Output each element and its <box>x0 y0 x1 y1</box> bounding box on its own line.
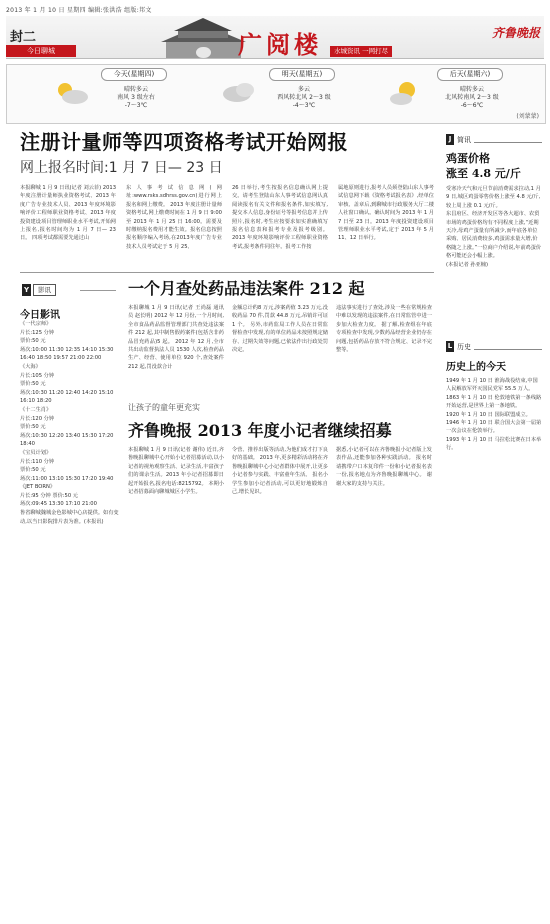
column-subtitle: 水城资讯 一网打尽 <box>330 46 392 57</box>
weather-day-after <box>387 68 537 120</box>
sidebar-tag <box>446 134 542 145</box>
article3-headline: 齐鲁晚报 2013 年度小记者继续招募 <box>128 421 392 440</box>
article3-kicker: 让孩子的童年更充实 <box>128 403 200 412</box>
article1-col-3: 26 日举行,考生按报名信息确认网上提交。请考生登陆山东人事考试信息网认真阅读报名有关文件和报名条件,如实填写,提交本人信息,身份证号等报考信息并上传照片,报名时,考生应按要求如实准确填写报名信息表和报考专业及报考级别。 2013 年度环境影响评价工程师职业资格考试,报考条件同往年。报考工作按 <box>232 185 328 250</box>
sunny-cloudy-icon <box>387 78 427 108</box>
section-tag: 今日聊城 <box>6 45 76 57</box>
divider <box>474 343 542 350</box>
section-name: 封二 <box>10 30 37 45</box>
tag-mark-icon: Y <box>23 286 30 294</box>
article2-headline: 一个月查处药品违法案件 212 起 <box>128 279 365 298</box>
tag-label: 简讯 <box>457 135 471 144</box>
history-tag <box>446 341 542 352</box>
history-headline: 历史上的今天 <box>446 362 506 373</box>
day-label: 后天(星期六) <box>437 68 503 81</box>
listings-tag <box>22 284 56 296</box>
article1-col-1: 本报聊城 1 月 9 日讯(记者 刘云菲) 2013 年度注册计量师执业资格考试、2013 年度广告专业技术人员、2013 年度环境影响评价工程师职业资格考试、2013 年度投资建设项目管理师职业水平考试,开始网上报名,报名时间均为 1 月 7 日— 23 日。 四项考试都需要先通过山 <box>20 185 116 242</box>
column-title: 广阅楼 <box>238 30 322 59</box>
forecast-text: 多云 西风转北风 2～3 级 -4～3℃ <box>277 86 331 109</box>
history-body: 1949 年 1 月 10 日 淮海战役结束,中国人民解放军歼灭国民党军 55.5 万人。 1863 年 1 月 10 日 伦敦地铁第一条线路开始运营,是世界上第一条地铁。 1920 年 1 月 10 日 国际联盟成立。 1946 年 1 月 10 日 联合国大会第一届第一次会议在伦敦举行。 1993 年 1 月 10 日 马拉松比赛在日本举行。 <box>446 378 542 452</box>
date-line: 2013 年 1 月 10 日 星期四 编辑:张洪浩 组版:邦文 <box>6 7 152 14</box>
article2-col-2: 金额总计约8 万元,涉案药值 3.23 万元,没收药品 70 件,罚款 44.8 万元,吊销许可证 1 个。 另外,市药监局工作人员在日常监督检查中发现,有的单位药品未按照规定储存、过期失效等问题,已依法作出行政处罚决定。 <box>232 305 328 354</box>
article1-subheadline: 网上报名时间:1 月 7 日— 23 日 <box>20 160 223 176</box>
day-label: 明天(星期五) <box>269 68 335 81</box>
brand-logo: 齐鲁晚报 <box>491 26 540 40</box>
article3-col-1: 本报聊城 1 月 9 日讯(记者 谢伟) 近日,齐鲁晚报聊城中心开始小记者招募活动,以小记者的视角观察生活、记录生活,丰富孩子们的课余生活。2013 年小记者招募即日起开始报名,报名电话:8215792。 本期小记者招募面向聊城城区小学生。 <box>128 447 224 496</box>
weather-forecast <box>6 64 546 124</box>
cloudy-icon <box>219 78 259 108</box>
article2-col-3: 违法事实进行了查处,涉及一些在常规检查中难以发现的违法案件,在日常监管中进一步加大检查力度。 据了解,检查组在年底专项检查中发现,少数药品经营企业仍存在问题,包括药品存放不符合规定、记录不完整等。 <box>336 305 432 354</box>
partly-cloudy-icon <box>51 78 91 108</box>
listings-title: 今日影讯 <box>20 310 60 321</box>
sidebar <box>446 134 542 497</box>
masthead <box>6 16 544 59</box>
weather-today <box>51 68 201 120</box>
divider <box>20 272 434 273</box>
weather-tomorrow <box>219 68 369 120</box>
sidebar-headline: 鸡蛋价格 涨至 4.8 元/斤 <box>446 152 521 180</box>
article3-col-2: 令营、推荐出版等活动,为他们成才打下良好的基础。 2013 年,更多精彩活动将在齐鲁晚报聊城中心小记者群体中展开,让更多小记者参与实践、丰富童年生活。 报名小学生参加小记者活动,可以更好地锻炼自己,增长见识。 <box>232 447 328 496</box>
weather-source: (刘蒙蒙) <box>516 113 539 120</box>
forecast-text: 晴转多云 北风转南风 2～3 级 -6～6℃ <box>445 86 499 109</box>
listings-body: 《一代宗师》 片长:125 分钟 票价:50 元 场次:10:00 11:30 12:35 14:10 15:30 16:40 18:50 19:57 21:00 22:00 《大海》 片长:105 分钟 票价:50 元 场次:10:30 11:20 12:40 14:20 15:10 16:10 18:20 《十二生肖》 片长:120 分钟 票价:50 元 场次:10:30 12:20 13:40 15:30 17:20 18:40 《宝贝计划》 片长:110 分钟 票价:50 元 场次:11:00 13:10 15:30 17:20 19:40 《JET BORN》 片长:95 分钟 票价:50 元 场次:09:45 13:30 17:10 21:00 鲁省聊城魏城金色影城中心店提供。如有变动,以当日影院排片表为准。(本报讯) <box>20 321 119 525</box>
article1-col-4: 属地原则进行,报考人员须登陆山东人事考试信息网下载《资格考试报名表》,经单位审核、盖章后,到聊城市行政服务大厅二楼人社窗口确认。确认时间为 2013 年 1 月 7 日至 23 日。2013 年度投资建设项目管理师职业水平考试,定于 2013 年 5 月 11、12 日举行。 <box>338 185 434 242</box>
day-label: 今天(星期四) <box>101 68 167 81</box>
tag-label: 历史 <box>457 342 471 351</box>
tag-mark-icon: J <box>446 134 454 145</box>
article1-col-2: 东人事考试信息网(网址:www.rsks.sdhrss.gov.cn)进行网上报名和网上缴费。 2013 年度注册计量师资格考试,网上缴费时间在 1 月 9 日 9:00 至 2013 年 1 月 25 日 16:00。需要及时缴纳报名费用才能生效。报名信息按照报名顺序编入考场,在2013年度广告专业技术人员考试定于 5 月 25、 <box>126 185 222 250</box>
article1-headline: 注册计量师等四项资格考试开始网报 <box>20 130 348 154</box>
sidebar-body: 受寒冷天气和元旦节前消费需求拉动,1 月 9 日,城区鸡蛋零售价格上涨至 4.8 元/斤,较上周上涨 0.1 元/斤。 东昌府区、经济开发区等各大超市、农贸市场的鸡蛋价格均有不同程度上涨,“近期天冷,母鸡产蛋量有所减少,而年底各单位采购、居民消费较多,鸡蛋需求量大增,价格随之上涨。”一位商户介绍说,年前鸡蛋价格可能还会小幅上涨。 (本报记者 孙亚楠) <box>446 186 542 268</box>
article3-col-3: 据悉,小记者可以在齐鲁晚报小记者版上发表作品,还能参加各种实践活动。 报名时请携带户口本复印件一份和小记者报名表一份,报名地点为齐鲁晚报聊城中心。 谢谢大家的支持与关注。 <box>336 447 432 487</box>
forecast-text: 晴转多云 南风 3 级左右 -7～3℃ <box>117 86 155 109</box>
article2-col-1: 本报聊城 1 月 9 日讯(记者 王尚磊 通讯员 赵长明) 2012 年 12 月份,一个月时间,全市食品药品监督管理部门共查处违法案件 212 起,其中制售假药案件(包括含非药品冒充药品)5 起。 2012 年 12 月,全市共出动监督执法人员 1530 人次,检查药品生产、经营、使用单位 920 个,查处案件 212 起,罚没款合计 <box>128 305 224 370</box>
divider <box>80 290 116 291</box>
tag-label: 影讯 <box>33 284 56 296</box>
divider <box>474 136 542 143</box>
city-gate-illustration <box>156 16 251 58</box>
tag-mark-icon: L <box>447 342 453 350</box>
